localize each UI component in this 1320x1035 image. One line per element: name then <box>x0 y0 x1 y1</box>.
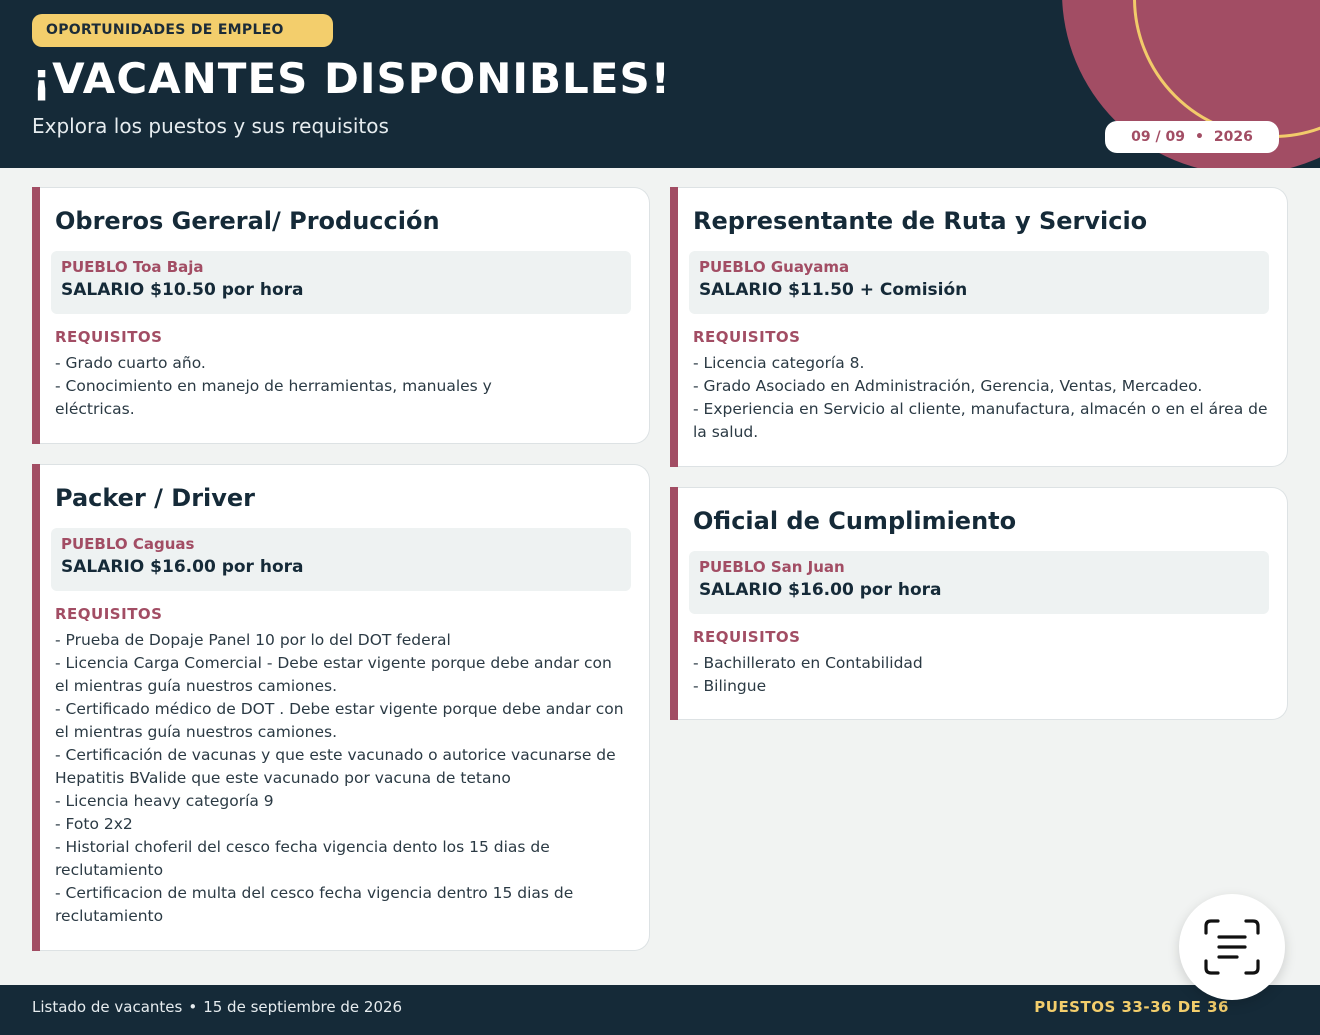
footer-listing-info <box>32 998 402 1016</box>
text-scan-button[interactable] <box>1179 894 1285 1000</box>
requirements-list <box>55 629 629 928</box>
job-info-box <box>51 251 631 314</box>
job-title: Representante de Ruta y Servicio <box>693 207 1148 235</box>
requirements-list <box>693 652 1271 698</box>
category-badge: OPORTUNIDADES DE EMPLEO <box>32 14 333 47</box>
job-card-packer-driver <box>32 464 650 951</box>
requirement-item: - Licencia categoría 8. <box>693 352 1271 375</box>
requirement-item: - Licencia heavy categoría 9 <box>55 790 629 813</box>
job-info-box <box>689 551 1269 614</box>
footer-bar <box>0 985 1320 1035</box>
footer-date: 15 de septiembre de 2026 <box>203 998 403 1016</box>
requirement-item: - Prueba de Dopaje Panel 10 por lo del DOT federal <box>55 629 629 652</box>
requirement-item: - Certificacion de multa del cesco fecha vigencia dentro 15 dias de reclutamiento <box>55 882 629 928</box>
job-info-box <box>51 528 631 591</box>
job-salary: SALARIO $10.50 por hora <box>61 280 304 300</box>
positions-counter: PUESTOS 33-36 DE 36 <box>1034 998 1229 1016</box>
requirement-item: - Bachillerato en Contabilidad <box>693 652 1271 675</box>
page-subtitle: Explora los puestos y sus requisitos <box>32 114 389 138</box>
job-salary: SALARIO $16.00 por hora <box>61 557 304 577</box>
job-location: PUEBLO Toa Baja <box>61 258 204 276</box>
requirements-heading: REQUISITOS <box>693 628 801 646</box>
requirement-item: - Certificado médico de DOT . Debe estar vigente porque debe andar con el mientras guía nuestros camiones. <box>55 698 629 744</box>
job-location: PUEBLO Caguas <box>61 535 195 553</box>
job-card-representante <box>670 187 1288 467</box>
page-title: ¡VACANTES DISPONIBLES! <box>32 54 671 103</box>
requirements-heading: REQUISITOS <box>55 328 163 346</box>
job-title: Packer / Driver <box>55 484 256 512</box>
job-salary: SALARIO $11.50 + Comisión <box>699 280 968 300</box>
requirements-heading: REQUISITOS <box>55 605 163 623</box>
job-card-oficial <box>670 487 1288 720</box>
requirement-item: - Grado cuarto año. <box>55 352 519 375</box>
footer-listing-label: Listado de vacantes <box>32 998 183 1016</box>
job-card-obreros <box>32 187 650 444</box>
job-info-box <box>689 251 1269 314</box>
requirement-item: - Bilingue <box>693 675 1271 698</box>
job-salary: SALARIO $16.00 por hora <box>699 580 942 600</box>
date-separator: • <box>1194 129 1204 145</box>
job-location: PUEBLO San Juan <box>699 558 845 576</box>
requirements-heading: REQUISITOS <box>693 328 801 346</box>
requirements-list <box>55 352 519 421</box>
job-title: Oficial de Cumplimiento <box>693 507 1017 535</box>
footer-separator: • <box>188 998 198 1016</box>
job-location: PUEBLO Guayama <box>699 258 850 276</box>
date-pill <box>1105 121 1279 153</box>
requirement-item: - Grado Asociado en Administración, Gerencia, Ventas, Mercadeo. <box>693 375 1271 398</box>
date-year: 2026 <box>1213 129 1253 145</box>
requirement-item: - Conocimiento en manejo de herramientas, manuales y eléctricas. <box>55 375 519 421</box>
date-day: 09 / 09 <box>1131 129 1185 145</box>
requirements-list <box>693 352 1271 444</box>
header-banner <box>0 0 1320 168</box>
requirement-item: - Foto 2x2 <box>55 813 629 836</box>
requirement-item: - Certificación de vacunas y que este vacunado o autorice vacunarse de Hepatitis BValide que este vacunado por vacuna de tetano <box>55 744 629 790</box>
requirement-item: - Experiencia en Servicio al cliente, manufactura, almacén o en el área de la salud. <box>693 398 1271 444</box>
text-scan-icon <box>1203 918 1261 976</box>
job-title: Obreros Gereral/ Producción <box>55 207 440 235</box>
requirement-item: - Licencia Carga Comercial - Debe estar vigente porque debe andar con el mientras guía nuestros camiones. <box>55 652 629 698</box>
requirement-item: - Historial choferil del cesco fecha vigencia dento los 15 dias de reclutamiento <box>55 836 629 882</box>
